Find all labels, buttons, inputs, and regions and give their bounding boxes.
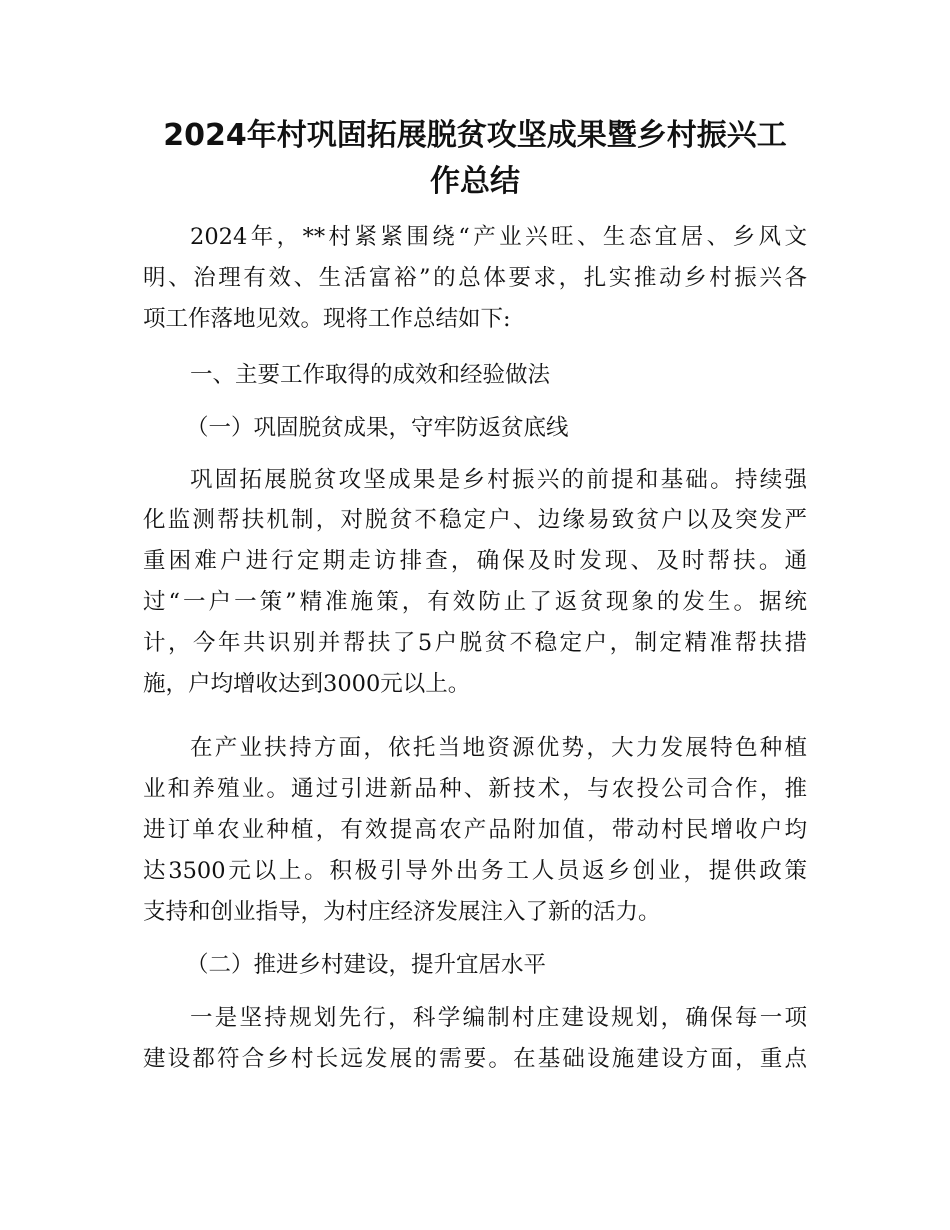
intro-line-2: 明、治理有效、生活富裕”的总体要求，扎实推动乡村振兴各: [143, 265, 807, 291]
paragraph-3-line-1: 一是坚持规划先行，科学编制村庄建设规划，确保每一项: [190, 1005, 807, 1031]
section-heading-1: 一、主要工作取得的成效和经验做法: [190, 362, 551, 388]
paragraph-2-line-4: 达3500元以上。积极引导外出务工人员返乡创业，提供政策: [143, 858, 807, 884]
paragraph-3-line-2: 建设都符合乡村长远发展的需要。在基础设施建设方面，重点: [143, 1046, 807, 1072]
paragraph-1-line-2: 化监测帮扶机制，对脱贫不稳定户、边缘易致贫户以及突发严: [143, 507, 807, 533]
paragraph-2-line-3: 进订单农业种植，有效提高农产品附加值，带动村民增收户均: [143, 817, 807, 843]
paragraph-1-line-6: 施，户均增收达到3000元以上。: [143, 671, 471, 697]
paragraph-1-line-1: 巩固拓展脱贫攻坚成果是乡村振兴的前提和基础。持续强: [190, 467, 807, 493]
intro-line-1: 2024年，**村紧紧围绕“产业兴旺、生态宜居、乡风文: [190, 224, 807, 250]
intro-line-3: 项工作落地见效。现将工作总结如下:: [143, 306, 511, 332]
paragraph-2-line-1: 在产业扶持方面，依托当地资源优势，大力发展特色种植: [190, 735, 807, 761]
paragraph-1-line-4: 过“一户一策”精准施策，有效防止了返贫现象的发生。据统: [143, 589, 807, 615]
document-title-line-1: 2024年村巩固拓展脱贫攻坚成果暨乡村振兴工: [163, 118, 787, 153]
subsection-heading-2: （二）推进乡村建设，提升宜居水平: [186, 952, 547, 978]
paragraph-2-line-5: 支持和创业指导，为村庄经济发展注入了新的活力。: [143, 899, 661, 925]
paragraph-1-line-3: 重困难户进行定期走访排查，确保及时发现、及时帮扶。通: [143, 548, 807, 574]
document-title-line-2: 作总结: [430, 164, 520, 199]
paragraph-2-line-2: 业和养殖业。通过引进新品种、新技术，与农投公司合作，推: [143, 776, 807, 802]
paragraph-1-line-5: 计，今年共识别并帮扶了5户脱贫不稳定户，制定精准帮扶措: [143, 630, 807, 656]
subsection-heading-1: （一）巩固脱贫成果，守牢防返贫底线: [186, 415, 569, 441]
